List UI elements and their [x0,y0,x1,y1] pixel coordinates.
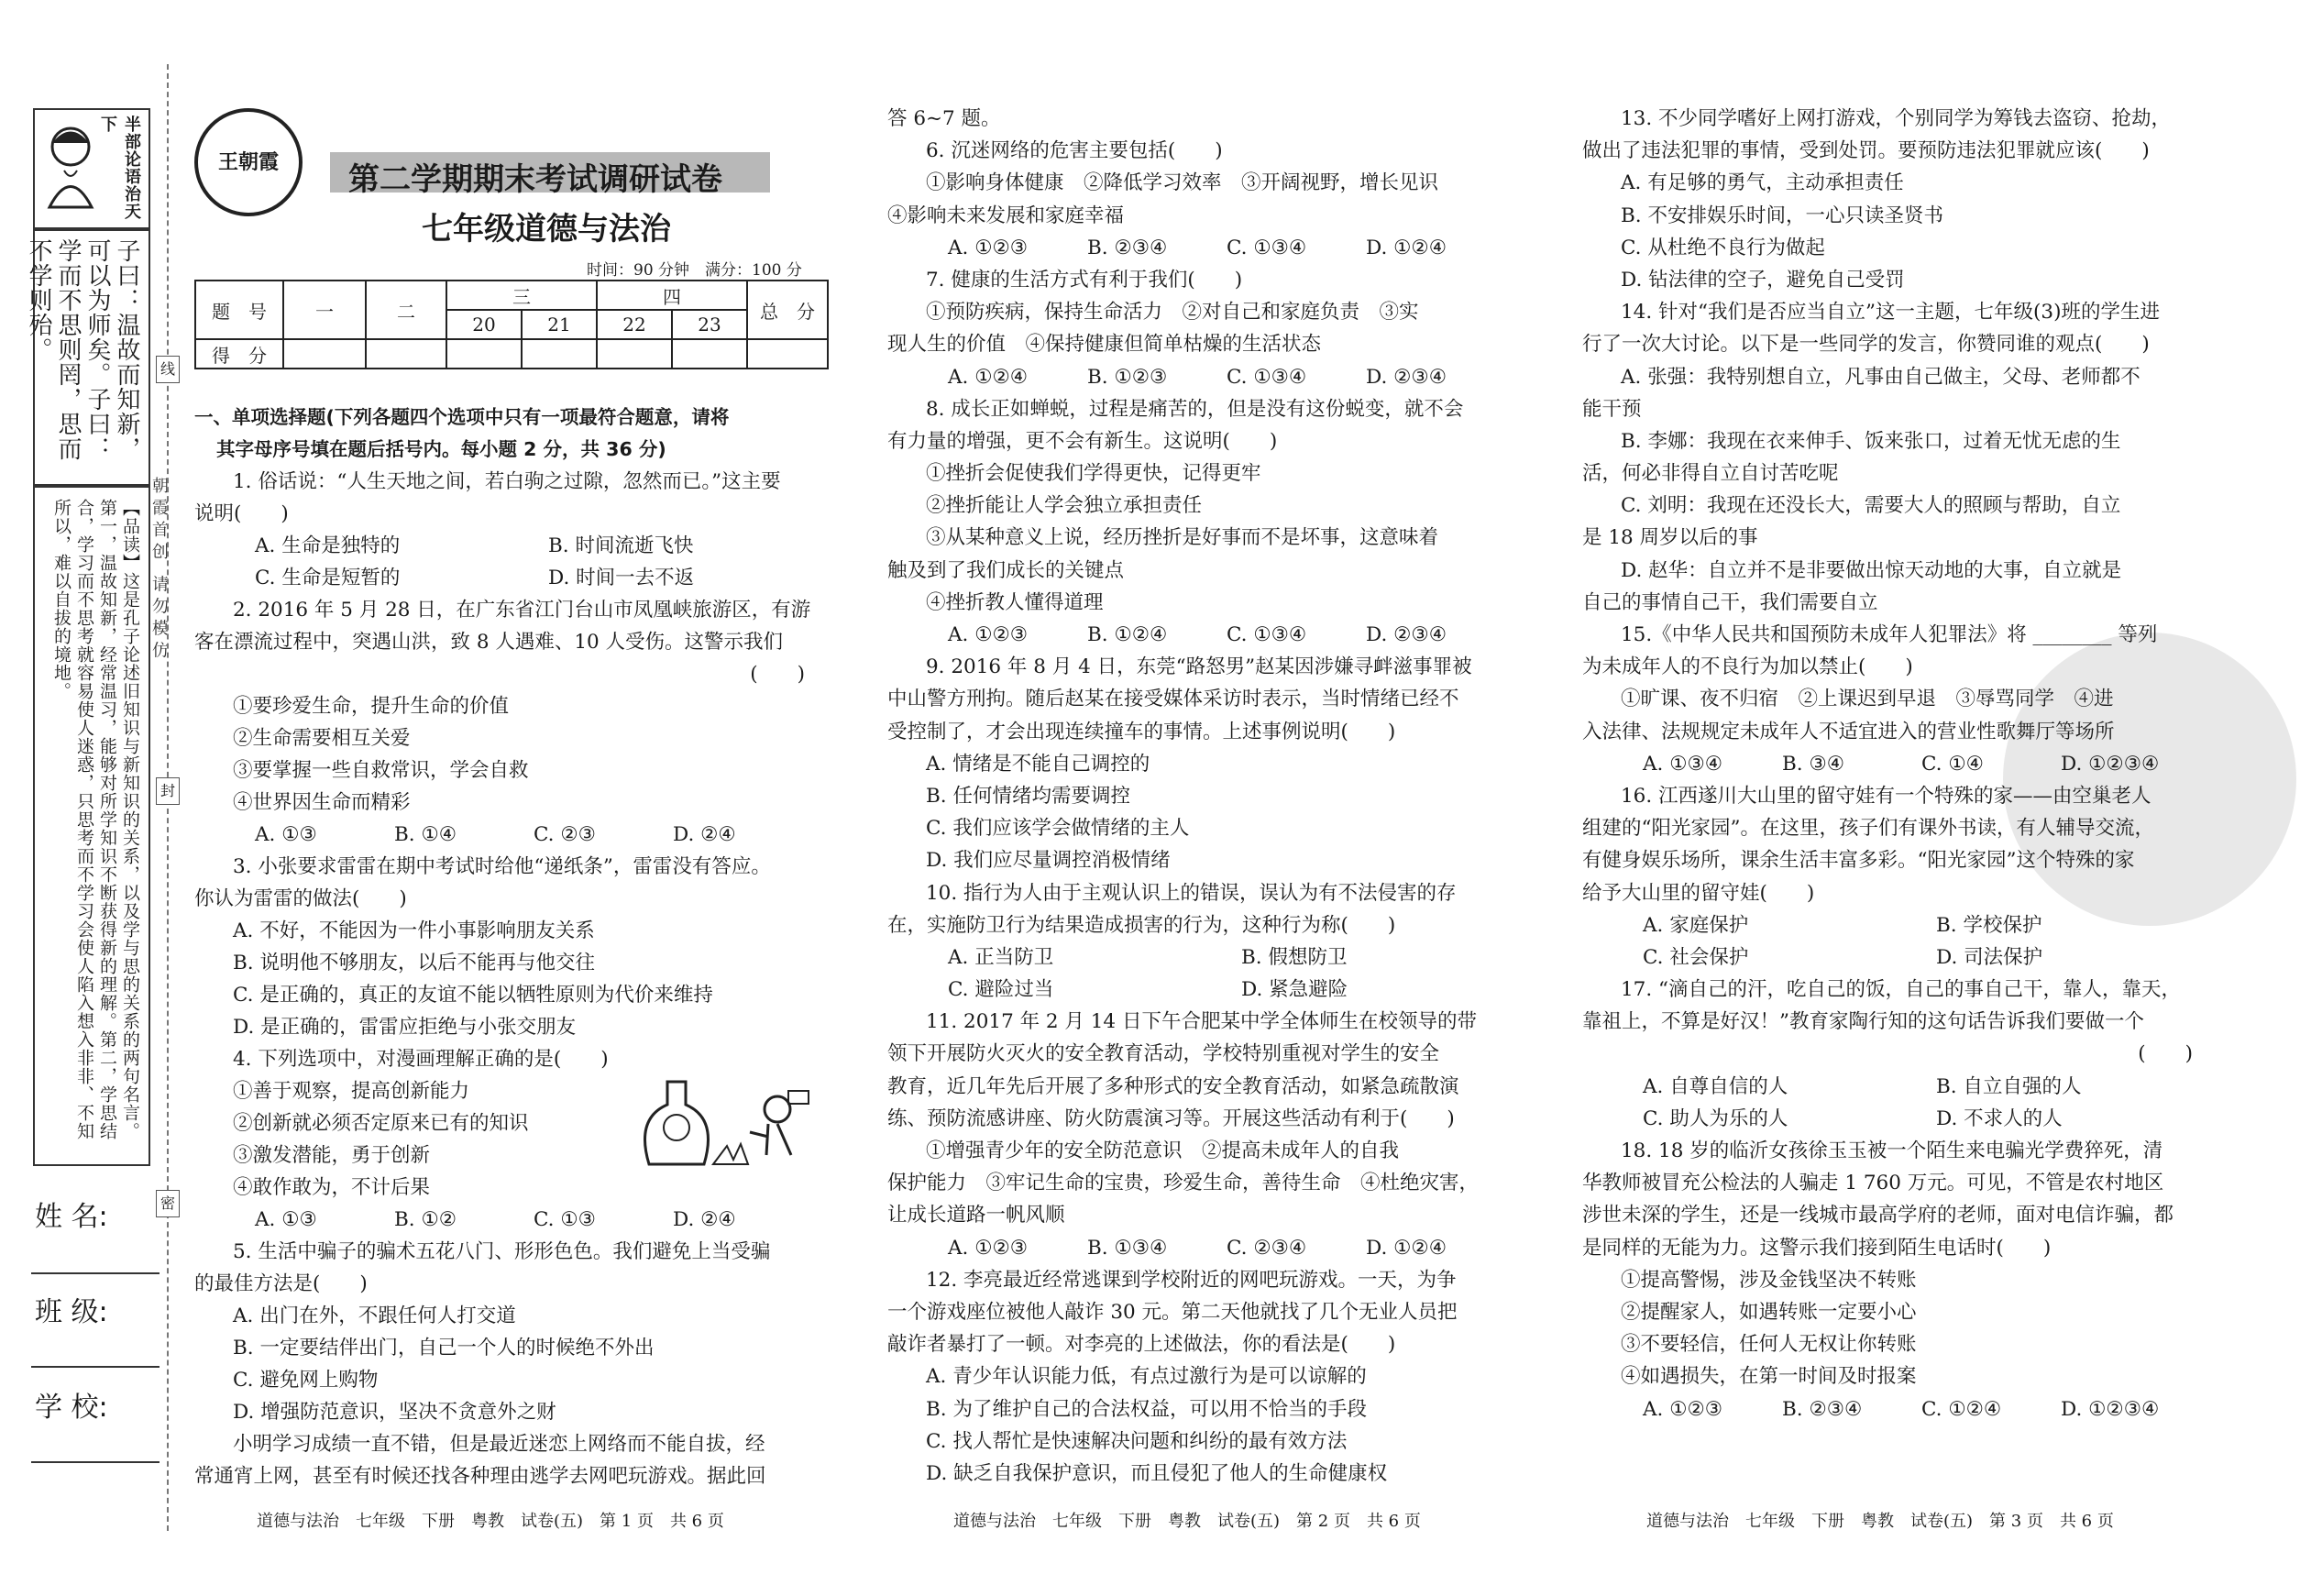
question-line: 4. 下列选项中，对漫画理解正确的是( ) [233,1048,609,1071]
answer-option[interactable]: B. ②③④ [1087,236,1168,259]
class-field[interactable] [31,1366,160,1368]
question-line: 活，何必非得自立自讨苦吃呢 [1582,462,1839,486]
question-line: 教育，近几年先后开展了多种形式的安全教育活动，如紧急疏散演 [887,1074,1459,1098]
question-line: 5. 生活中骗子的骗术五花八门、形形色色。我们避免上当受骗 [233,1240,771,1263]
question-line: ④如遇损失，在第一时间及时报案 [1621,1365,1917,1389]
question-line: ③激发潜能，勇于创新 [233,1144,431,1167]
question-line: ①增强青少年的安全防范意识 ②提高未成年人的自我 [926,1139,1400,1162]
answer-option[interactable]: C. 避险过当 [948,978,1054,1002]
question-line: B. 任何情绪均需要调控 [926,784,1130,808]
score-header: 总 分 [747,281,828,339]
exam-title: 第二学期期末考试调研试卷 [348,161,722,198]
score-header: 三 [446,281,597,310]
answer-option[interactable]: C. ①④ [1921,752,1984,776]
question-line: ②生命需要相互关爱 [233,727,411,750]
answer-option[interactable]: D. 时间一去不返 [548,567,695,589]
question-line: 领下开展防火灭火的安全教育活动，学校特别重视对学生的安全 [887,1042,1440,1066]
question-line: C. 我们应该学会做情绪的主人 [926,817,1190,841]
question-line: 受控制了，才会出现连续撞车的事情。上述事例说明( ) [887,720,1396,743]
question-line: C. 找人帮忙是快速解决问题和纠纷的最有效方法 [926,1429,1348,1453]
answer-option[interactable]: A. ①③ [255,823,317,846]
question-line: 答 6~7 题。 [887,107,1001,130]
question-line: 做出了违法犯罪的事情，受到处罚。要预防违法犯罪就应该( ) [1582,139,2150,163]
question-line: 让成长道路一帆风顺 [887,1204,1065,1227]
question-line: 16. 江西遂川大山里的留守娃有一个特殊的家——由空巢老人 [1621,784,2151,808]
cut-tag: 封 [156,777,180,805]
option-row [1582,909,2206,941]
answer-option[interactable]: D. ②④ [673,823,736,846]
question-line: 13. 不少同学嗜好上网打游戏，个别同学为筹钱去盗窃、抢劫， [1621,107,2172,130]
option-row [1582,1103,2206,1135]
answer-option[interactable]: C. ①②④ [1921,1397,2002,1421]
answer-option[interactable]: A. ①②③ [1643,1397,1723,1421]
question-line: B. 李娜：我现在衣来伸手、饭来张口，过着无忧无虑的生 [1621,429,2121,453]
confucius-icon [39,116,103,216]
question-line: ①预防疾病，保持生命活力 ②对自己和家庭负责 ③实 [926,301,1419,325]
question-line: ①善于观察，提高创新能力 [233,1080,470,1103]
answer-option[interactable]: C. ①③ [534,1208,596,1231]
question-line: ①提高警惕，涉及金钱坚决不转账 [1621,1268,1917,1292]
question-line: 现人生的价值 ④保持健康但简单枯燥的生活状态 [887,333,1322,357]
question-line: ②提醒家人，如遇转账一定要小心 [1621,1300,1917,1324]
option-row [194,1204,818,1236]
option-row [887,619,1511,651]
column-2 [887,0,1511,1596]
question-line: C. 从杜绝不良行为做起 [1621,236,1825,259]
question-line: 给予大山里的留守娃( ) [1582,881,1815,905]
question-line: 3. 小张要求雷雷在期中考试时给他“递纸条”，雷雷没有答应。 [233,855,771,878]
score-sub: 21 [522,310,597,339]
question-line: 7. 健康的生活方式有利于我们( ) [926,268,1243,292]
reading-box [33,484,150,1166]
question-line: D. 我们应尽量调控消极情绪 [926,849,1171,873]
question-line: 说明( ) [194,502,289,525]
answer-option[interactable]: A. ①③④ [1643,752,1723,776]
answer-option[interactable]: A. 生命是独特的 [255,534,401,557]
option-row [194,819,818,851]
answer-option[interactable]: C. 助人为乐的人 [1643,1106,1788,1130]
question-line: 为未成年人的不良行为加以禁止( ) [1582,655,1913,679]
question-line: A. 张强：我特别想自立，凡事由自己做主，父母、老师都不 [1621,365,2140,389]
answer-option[interactable]: A. 家庭保护 [1643,913,1749,937]
motto-text: 半部论语治天下 [98,116,141,220]
question-line: D. 钻法律的空子，避免自己受罚 [1621,268,1905,292]
option-row [887,232,1511,264]
school-label: 学 校: [35,1392,108,1424]
score-header: 一 [283,281,366,339]
question-line: 中山警方刑拘。随后赵某在接受媒体采访时表示，当时情绪已经不 [887,688,1459,711]
time-info: 时间：90 分钟 满分：100 分 [587,261,802,280]
motto-box [33,108,150,231]
question-line: 8. 成长正如蝉蜕，过程是痛苦的，但是没有这份蜕变，就不会 [926,397,1464,421]
question-line: ①旷课、夜不归宿 ②上课迟到早退 ③辱骂同学 ④进 [1621,688,2114,711]
question-line: 有力量的增强，更不会有新生。这说明( ) [887,429,1278,453]
answer-option[interactable]: A. ①②③ [948,236,1029,259]
question-line: 6. 沉迷网络的危害主要包括( ) [926,139,1223,163]
page-footer: 道德与法治 七年级 下册 粤教 试卷(五) 第 1 页 共 6 页 [257,1512,724,1531]
answer-option[interactable]: A. ①②③ [948,1236,1029,1260]
question-line: 12. 李亮最近经常逃课到学校附近的网吧玩游戏。一天，为争 [926,1268,1457,1292]
question-line: D. 增强防范意识，坚决不贪意外之财 [233,1401,556,1424]
question-line: 是同样的无能为力。这警示我们接到陌生电话时( ) [1582,1236,2052,1260]
question-line: B. 不安排娱乐时间，一心只读圣贤书 [1621,204,1943,227]
answer-option[interactable]: D. ①②③④ [2061,752,2160,776]
answer-option[interactable]: C. ①③④ [1227,623,1307,646]
option-row [1582,748,2206,780]
answer-option[interactable]: B. ①②③ [1087,365,1168,389]
quote-box [25,227,150,488]
question-line: A. 有足够的勇气，主动承担责任 [1621,171,1904,195]
question-line: 小明学习成绩一直不错，但是最近迷恋上网络而不能自拔，经 [233,1433,765,1456]
question-line: B. 说明他不够朋友，以后不能再与他交往 [233,952,595,974]
question-line: ②创新就必须否定原来已有的知识 [233,1112,529,1135]
logo-text: 王朝霞 [217,150,279,174]
answer-option[interactable]: A. 自尊自信的人 [1643,1074,1788,1098]
answer-option[interactable]: D. ①②④ [1366,1236,1447,1260]
answer-option[interactable]: D. ②③④ [1366,365,1447,389]
question-line: A. 出门在外，不跟任何人打交道 [233,1304,516,1327]
score-sub: 22 [597,310,672,339]
option-row [887,1232,1511,1264]
question-line: ③不要轻信，任何人无权让你转账 [1621,1333,1917,1357]
cut-tag: 线 [156,356,180,383]
question-line[interactable]: ( ) [750,663,805,686]
question-line: 华教师被冒充公检法的人骗走 1 760 万元。可见，不管是农村地区 [1582,1172,2164,1195]
question-line: C. 是正确的，真正的友谊不能以牺牲原则为代价来维持 [233,984,713,1007]
question-line: 15.《中华人民共和国预防未成年人犯罪法》将 ________ 等列 [1621,623,2158,646]
option-row [194,530,818,562]
question-line: ④挫折教人懂得道理 [926,590,1104,614]
option-row [1582,1071,2206,1103]
quote-text: 子曰：温故而知新，可以为师矣。子曰：学而不思则罔，思而不学则殆。 [25,238,140,461]
question-line: 11. 2017 年 2 月 14 日下午合肥某中学全体师生在校领导的带 [926,1010,1477,1034]
question-line: 保护能力 ③牢记生命的宝贵，珍爱生命，善待生命 ④杜绝灾害， [887,1172,1480,1195]
answer-option[interactable]: D. 紧急避险 [1241,978,1348,1002]
question-line: 有健身娱乐场所，课余生活丰富多彩。“阳光家园”这个特殊的家 [1582,849,2135,873]
option-row [887,361,1511,393]
answer-option[interactable]: B. ①③④ [1087,1236,1168,1260]
question-line[interactable]: ( ) [2138,1042,2193,1066]
question-line: 18. 18 岁的临沂女孩徐玉玉被一个陌生来电骗光学费猝死，清 [1621,1139,2163,1162]
question-line: C. 避免网上购物 [233,1369,379,1392]
score-header: 题 号 [195,281,283,339]
option-row [887,941,1511,974]
question-line: 你认为雷雷的做法( ) [194,887,407,910]
question-line: C. 刘明：我现在还没长大，需要大人的照顾与帮助，自立 [1621,494,2121,518]
question-line: 自己的事情自己干，我们需要自立 [1582,590,1878,614]
answer-option[interactable]: B. 时间流逝飞快 [548,534,694,557]
answer-option[interactable]: A. 正当防卫 [948,945,1054,969]
reading-text: 【品读】这是孔子论述旧知识与新知识的关系，以及学与思的关系的两句名言。第一，温故知新，经常温习，能够对所学知识不断获得新的理解。第二，学思结合，学习而不思考就容易使人迷惑，只思考而不学习会使人陷入想入非非、不知所以，难以自拔的境地。 [51,499,140,1140]
answer-option[interactable]: B. ①④ [394,823,457,846]
question-line: D. 缺乏自我保护意识，而且侵犯了他人的生命健康权 [926,1461,1388,1485]
answer-option[interactable]: D. ①②③④ [2061,1397,2160,1421]
question-line: 9. 2016 年 8 月 4 日，东莞“路怒男”赵某因涉嫌寻衅滋事罪被 [926,655,1472,679]
score-row-label: 得 分 [195,339,283,369]
answer-option[interactable]: C. 生命是短暂的 [255,567,401,589]
question-line: 组建的“阳光家园”。在这里，孩子们有课外书读，有人辅导交流， [1582,817,2154,841]
answer-option[interactable]: A. ①②④ [948,365,1029,389]
option-row [1582,1393,2206,1425]
column-3-body [1582,103,2206,1425]
column-3 [1582,0,2206,1596]
column-2-body [887,103,1511,1490]
question-line: 一个游戏座位被他人敲诈 30 元。第二天他就找了几个无业人员把 [887,1300,1458,1324]
binding-strip [0,0,174,1596]
question-line: 客在漂流过程中，突遇山洪，致 8 人遇难、10 人受伤。这警示我们 [194,631,784,654]
cut-tag: 密 [156,1190,180,1217]
option-row [194,562,818,594]
question-line: 10. 指行为人由于主观认识上的错误，误认为有不法侵害的存 [926,881,1457,905]
question-line: 常通宵上网，甚至有时候还找各种理由逃学去网吧玩游戏。据此回 [194,1465,766,1488]
answer-option[interactable]: B. ③④ [1782,752,1845,776]
question-line: A. 情绪是不能自己调控的 [926,752,1150,776]
section-heading: 一、单项选择题(下列各题四个选项中只有一项最符合题意，请将 [194,406,730,428]
answer-option[interactable]: C. 社会保护 [1643,945,1749,969]
school-field[interactable] [31,1461,160,1463]
answer-option[interactable]: B. ①②④ [1087,623,1168,646]
answer-option[interactable]: A. ①③ [255,1208,317,1231]
question-line: ②挫折能让人学会独立承担责任 [926,494,1203,518]
question-line: B. 一定要结伴出门，自己一个人的时候绝不外出 [233,1337,655,1359]
option-row [1582,941,2206,974]
answer-option[interactable]: D. 司法保护 [1936,945,2043,969]
score-sub: 23 [672,310,747,339]
column-1 [194,0,818,1596]
question-line: ③从某种意义上说，经历挫折是好事而不是坏事，这意味着 [926,526,1439,550]
question-line: ①要珍爱生命，提升生命的价值 [233,695,510,718]
page-footer: 道德与法治 七年级 下册 粤教 试卷(五) 第 2 页 共 6 页 [953,1512,1421,1531]
question-line: 行了一次大讨论。以下是一些同学的发言，你赞同谁的观点( ) [1582,333,2150,357]
question-line: 能干预 [1582,397,1642,421]
answer-option[interactable]: B. ②③④ [1782,1397,1863,1421]
brand-vertical: 朝霞首创 请勿模仿 [149,477,169,664]
question-line: 14. 针对“我们是否应当自立”这一主题，七年级(3)班的学生进 [1621,301,2160,325]
section-heading: 其字母序号填在题后括号内。每小题 2 分，共 36 分) [216,438,666,460]
question-line: 的最佳方法是( ) [194,1272,368,1295]
question-line: ④世界因生命而精彩 [233,791,411,814]
answer-option[interactable]: A. ①②③ [948,623,1029,646]
question-line: A. 不好，不能因为一件小事影响朋友关系 [233,919,595,942]
class-label: 班 级: [35,1296,108,1328]
answer-option[interactable]: D. 不求人的人 [1936,1106,2063,1130]
option-row [887,974,1511,1006]
answer-option[interactable]: D. ①②④ [1366,236,1447,259]
question-line: 在，实施防卫行为结果造成损害的行为，这种行为称( ) [887,913,1396,937]
score-sub: 20 [446,310,522,339]
question-line: 是 18 周岁以后的事 [1582,526,1758,550]
question-line: 入法律、法规规定未成年人不适宜进入的营业性歌舞厅等场所 [1582,720,2115,743]
score-header: 四 [597,281,747,310]
answer-option[interactable]: D. ②③④ [1366,623,1447,646]
score-header: 二 [366,281,446,339]
answer-option[interactable]: C. ①③④ [1227,365,1307,389]
answer-option[interactable]: B. 假想防卫 [1241,945,1348,969]
question-line: 1. 俗话说：“人生天地之间，若白驹之过隙，忽然而已。”这主要 [233,470,781,493]
question-line: 靠祖上，不算是好汉！”教育家陶行知的这句话告诉我们要做一个 [1582,1010,2144,1034]
answer-option[interactable]: C. ①③④ [1227,236,1307,259]
question-line: B. 为了维护自己的合法权益，可以用不恰当的手段 [926,1397,1367,1421]
question-line: ①挫折会促使我们学得更快，记得更牢 [926,462,1261,486]
question-line: 17. “滴自己的汗，吃自己的饭，自己的事自己干，靠人，靠天， [1621,978,2182,1002]
question-line: 练、预防流感讲座、防火防震演习等。开展这些活动有利于( ) [887,1106,1455,1130]
name-label: 姓 名: [35,1201,108,1233]
column-1-body [194,402,818,1492]
question-line: A. 青少年认识能力低，有点过激行为是可以谅解的 [926,1365,1367,1389]
question-line: 触及到了我们成长的关键点 [887,558,1125,582]
question-line: ④影响未来发展和家庭幸福 [887,204,1125,227]
question-line: D. 赵华：自立并不是非要做出惊天动地的大事，自立就是 [1621,558,2122,582]
question-line: 涉世未深的学生，还是一线城市最高学府的老师，面对电信诈骗，都 [1582,1204,2174,1227]
question-line: 2. 2016 年 5 月 28 日，在广东省江门台山市凤凰峡旅游区，有游 [233,599,811,622]
question-line: ③要掌握一些自救常识，学会自救 [233,759,529,782]
question-line: D. 是正确的，雷雷应拒绝与小张交朋友 [233,1016,577,1039]
page-footer: 道德与法治 七年级 下册 粤教 试卷(五) 第 3 页 共 6 页 [1646,1512,2114,1531]
question-line: 敲诈者暴打了一顿。对李亮的上述做法，你的看法是( ) [887,1333,1396,1357]
exam-subtitle: 七年级道德与法治 [422,211,671,248]
name-field[interactable] [31,1272,160,1274]
answer-option[interactable]: B. 学校保护 [1936,913,2042,937]
question-line: ④敢作敢为，不计后果 [233,1176,431,1199]
question-line: ①影响身体健康 ②降低学习效率 ③开阔视野，增长见识 [926,171,1439,195]
answer-option[interactable]: C. ②③ [534,823,596,846]
answer-option[interactable]: B. 自立自强的人 [1936,1074,2082,1098]
answer-option[interactable]: C. ②③④ [1227,1236,1307,1260]
answer-option[interactable]: B. ①② [394,1208,457,1231]
answer-option[interactable]: D. ②④ [673,1208,736,1231]
